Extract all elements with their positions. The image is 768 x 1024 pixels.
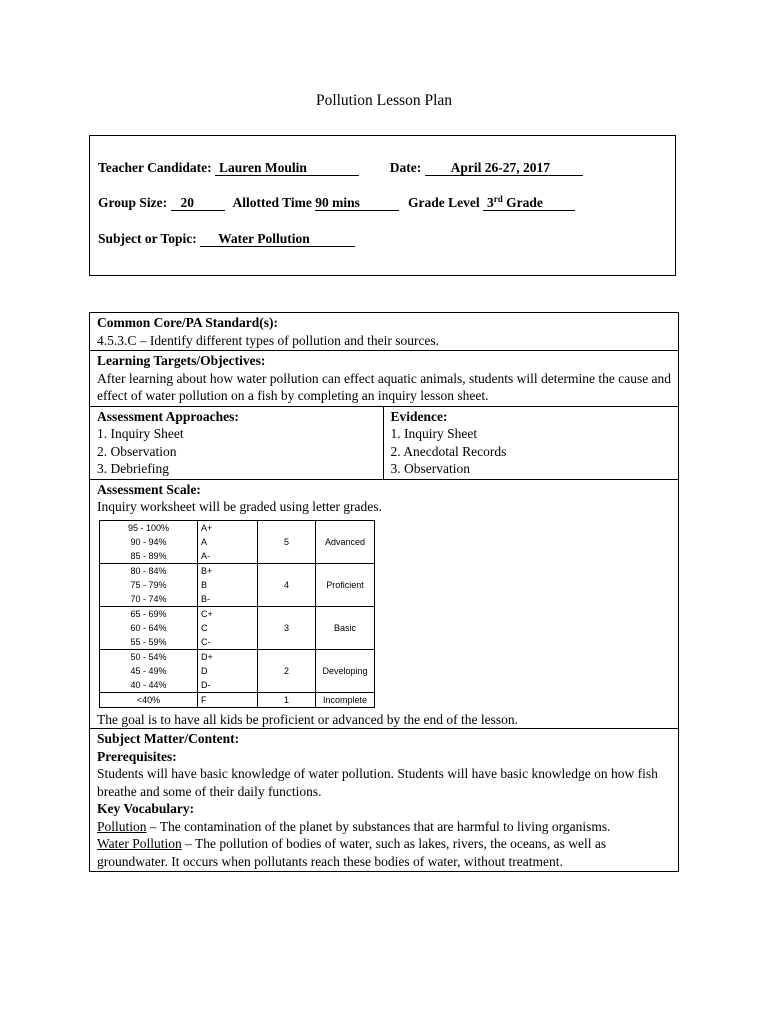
date-value: April 26-27, 2017: [425, 161, 583, 176]
subject-row: [98, 231, 355, 247]
grade-percent-range: 70 - 74%: [100, 592, 198, 607]
grade-letter: C+: [198, 606, 258, 621]
evidence-cell: [383, 406, 679, 479]
grade-score: 4: [258, 563, 316, 606]
evidence-item: 3. Observation: [390, 461, 470, 476]
allotted-time-value: 90 mins: [315, 196, 399, 211]
grade-letter: A-: [198, 549, 258, 564]
grade-percent-range: <40%: [100, 692, 198, 707]
evidence-item: 2. Anecdotal Records: [390, 443, 507, 459]
evidence-heading: Evidence:: [390, 408, 448, 424]
lesson-plan-table: [89, 312, 679, 872]
grade-percent-range: 45 - 49%: [100, 664, 198, 678]
vocabulary-definition: – The contamination of the planet by substances that are harmful to living organisms.: [146, 818, 611, 834]
grade-level-name: Basic: [316, 606, 375, 649]
grade-letter: A: [198, 535, 258, 549]
group-row: [98, 195, 575, 211]
grade-letter: A+: [198, 520, 258, 535]
subject-label: Subject or Topic:: [98, 231, 197, 246]
prerequisites-text: Students will have basic knowledge of water pollution. Students will have basic knowledge on how fish breathe and some of their daily functions.: [97, 766, 658, 799]
grade-percent-range: 95 - 100%: [100, 520, 198, 535]
grade-percent-range: 85 - 89%: [100, 549, 198, 564]
grade-letter: B-: [198, 592, 258, 607]
vocabulary-term: Pollution: [97, 818, 147, 834]
standards-heading: Common Core/PA Standard(s):: [97, 315, 278, 330]
vocabulary-entry: [97, 818, 678, 836]
assessment-item: 2. Observation: [97, 443, 177, 459]
grade-percent-range: 50 - 54%: [100, 649, 198, 664]
assessment-cell: [90, 406, 384, 479]
group-size-value: 20: [171, 196, 225, 211]
teacher-value: Lauren Moulin: [215, 161, 359, 176]
grade-score: 5: [258, 520, 316, 563]
grade-level-name: Proficient: [316, 563, 375, 606]
assessment-item: 3. Debriefing: [97, 461, 169, 476]
grade-level-word: Grade: [506, 195, 543, 210]
grade-letter: F: [198, 692, 258, 707]
vocabulary-entry: [97, 835, 678, 870]
grade-score: 2: [258, 649, 316, 692]
grade-letter: C: [198, 621, 258, 635]
teacher-label: Teacher Candidate:: [98, 160, 212, 175]
grade-level-value: [483, 196, 575, 211]
evidence-item: 1. Inquiry Sheet: [390, 426, 478, 441]
grade-row: [100, 606, 375, 621]
grade-percent-range: 60 - 64%: [100, 621, 198, 635]
vocabulary-definition: – The pollution of bodies of water, such as lakes, rivers, the oceans, as well as groundwater. It occurs when pollutants reach these bodies of water, without treatment.: [97, 836, 607, 869]
grade-score: 3: [258, 606, 316, 649]
grade-percent-range: 80 - 84%: [100, 563, 198, 578]
grade-level-name: Developing: [316, 649, 375, 692]
lesson-header-box: [89, 135, 676, 276]
scale-heading: Assessment Scale:: [97, 481, 201, 497]
scale-goal: The goal is to have all kids be proficient or advanced by the end of the lesson.: [97, 711, 518, 727]
scale-intro: Inquiry worksheet will be graded using letter grades.: [97, 499, 382, 514]
prerequisites-heading: Prerequisites:: [97, 748, 177, 764]
grade-row: [100, 692, 375, 707]
grade-row: [100, 649, 375, 664]
grade-letter: D+: [198, 649, 258, 664]
assessment-row: [90, 406, 679, 479]
grade-letter: C-: [198, 635, 258, 650]
grade-level-number: 3: [487, 195, 494, 210]
assessment-item: 1. Inquiry Sheet: [97, 426, 184, 441]
grade-percent-range: 75 - 79%: [100, 578, 198, 592]
grade-letter: B+: [198, 563, 258, 578]
assessment-heading: Assessment Approaches:: [97, 408, 239, 424]
grade-level-suffix: rd: [493, 194, 503, 204]
objectives-row: [90, 351, 679, 407]
grade-level-name: Advanced: [316, 520, 375, 563]
grade-letter: D-: [198, 678, 258, 693]
grade-row: [100, 563, 375, 578]
teacher-row: [98, 160, 583, 176]
vocabulary-heading: Key Vocabulary:: [97, 801, 195, 816]
grade-letter: B: [198, 578, 258, 592]
grade-percent-range: 55 - 59%: [100, 635, 198, 650]
standards-row: [90, 313, 679, 351]
vocabulary-term: Water Pollution: [97, 836, 182, 851]
objectives-text: After learning about how water pollution can effect aquatic animals, students will determine the cause and effect of water pollution on a fish by completing an inquiry lesson sheet.: [97, 370, 672, 403]
grade-level-label: Grade Level: [408, 195, 480, 210]
document-title: Pollution Lesson Plan: [315, 92, 453, 109]
date-label: Date:: [389, 160, 422, 175]
content-heading: Subject Matter/Content:: [97, 731, 240, 746]
grade-level-name: Incomplete: [316, 692, 375, 707]
content-row: [90, 729, 679, 872]
grade-percent-range: 90 - 94%: [100, 535, 198, 549]
subject-value: Water Pollution: [200, 232, 355, 247]
grade-percent-range: 40 - 44%: [100, 678, 198, 693]
grade-letter: D: [198, 664, 258, 678]
grade-row: [100, 520, 375, 535]
objectives-heading: Learning Targets/Objectives:: [97, 353, 266, 368]
scale-row: [90, 479, 679, 729]
grading-scale-table: [99, 520, 375, 708]
allotted-time-label: Allotted Time: [232, 195, 312, 210]
grade-percent-range: 65 - 69%: [100, 606, 198, 621]
standards-text: 4.5.3.C – Identify different types of pollution and their sources.: [97, 332, 440, 348]
grade-score: 1: [258, 692, 316, 707]
group-size-label: Group Size:: [98, 195, 168, 210]
